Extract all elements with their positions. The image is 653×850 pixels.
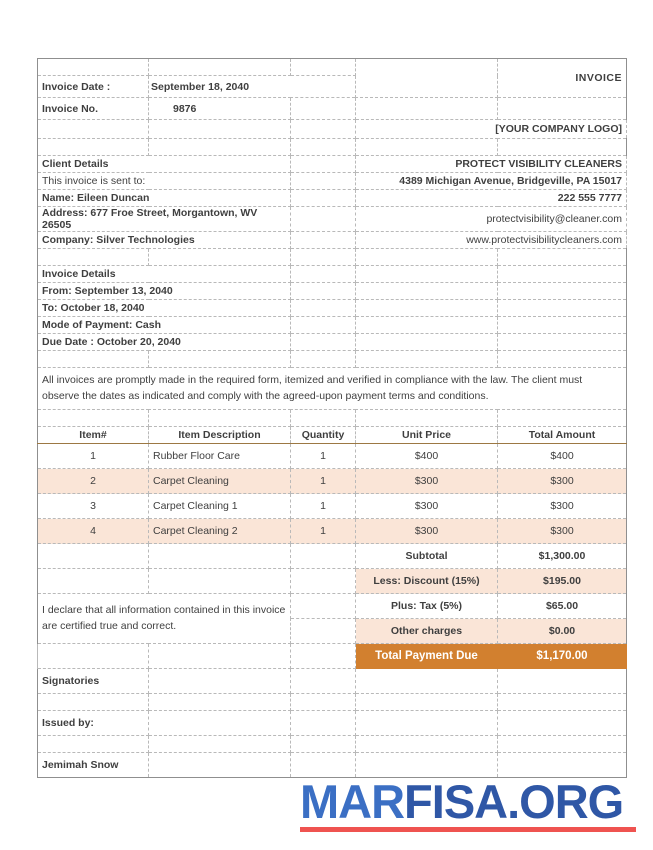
items-header-row <box>38 427 627 444</box>
empty-cell <box>498 669 627 694</box>
signatories-spacer-row <box>38 694 627 711</box>
cell-total: $400 <box>498 444 627 469</box>
empty-cell <box>498 410 627 427</box>
empty-cell <box>38 139 149 156</box>
client-details-label: Client Details <box>38 156 291 173</box>
empty-cell <box>149 569 291 594</box>
column-header-quantity: Quantity <box>291 427 356 444</box>
company-logo-placeholder: [YOUR COMPANY LOGO] <box>356 120 627 139</box>
empty-cell <box>498 98 627 120</box>
column-header-description: Item Description <box>149 427 291 444</box>
invoice-details-header-row <box>38 266 627 283</box>
empty-cell <box>291 139 356 156</box>
declaration-text: I declare that all information contained in this invoice are certified true and correct. <box>38 594 291 644</box>
cell-quantity: 1 <box>291 519 356 544</box>
tax-row <box>38 594 627 619</box>
empty-cell <box>356 410 498 427</box>
subtotal-label: Subtotal <box>356 544 498 569</box>
due-date: Due Date : October 20, 2040 <box>38 334 291 351</box>
vendor-email[interactable]: protectvisibility@cleaner.com <box>356 207 627 232</box>
cell-quantity: 1 <box>291 494 356 519</box>
empty-cell <box>149 644 291 669</box>
empty-cell <box>498 249 627 266</box>
other-charges-label: Other charges <box>356 619 498 644</box>
empty-cell <box>291 736 356 753</box>
empty-cell <box>291 644 356 669</box>
empty-cell <box>498 753 627 778</box>
empty-cell <box>498 300 627 317</box>
empty-cell <box>291 120 356 139</box>
invoice-number-row <box>38 98 627 120</box>
gap-row <box>38 351 627 368</box>
empty-cell <box>291 694 356 711</box>
invoice-sheet <box>37 58 627 778</box>
cell-quantity: 1 <box>291 444 356 469</box>
invoice-to-row <box>38 300 627 317</box>
empty-cell <box>356 300 498 317</box>
empty-cell <box>38 59 149 76</box>
empty-cell <box>498 694 627 711</box>
empty-cell <box>291 711 356 736</box>
empty-cell <box>38 694 149 711</box>
client-sent-to: This invoice is sent to: <box>38 173 291 190</box>
empty-cell <box>149 249 291 266</box>
empty-cell <box>356 98 498 120</box>
table-row <box>38 469 627 494</box>
empty-cell <box>356 694 498 711</box>
cell-description: Carpet Cleaning 1 <box>149 494 291 519</box>
client-address-row <box>38 207 627 232</box>
client-address: Address: 677 Froe Street, Morgantown, WV 26505 <box>38 207 291 232</box>
issuer-name-row <box>38 753 627 778</box>
invoice-from-row <box>38 283 627 300</box>
invoice-from: From: September 13, 2040 <box>38 283 291 300</box>
empty-cell <box>291 317 356 334</box>
table-row <box>38 494 627 519</box>
cell-description: Rubber Floor Care <box>149 444 291 469</box>
empty-cell <box>356 283 498 300</box>
empty-cell <box>291 410 356 427</box>
empty-cell <box>498 711 627 736</box>
empty-cell <box>291 266 356 283</box>
empty-cell <box>291 207 356 232</box>
discount-value: $195.00 <box>498 569 627 594</box>
due-date-row <box>38 334 627 351</box>
empty-cell <box>38 410 149 427</box>
issued-by-row <box>38 711 627 736</box>
signatories-row <box>38 669 627 694</box>
client-company: Company: Silver Technologies <box>38 232 291 249</box>
invoice-date-value: September 18, 2040 <box>149 76 356 98</box>
empty-cell <box>38 736 149 753</box>
empty-cell <box>38 249 149 266</box>
empty-cell <box>291 753 356 778</box>
empty-cell <box>291 98 356 120</box>
terms-text: All invoices are promptly made in the required form, itemized and verified in compliance with the law. The client must observe the dates as indicated and comply with the agreed-upon payment terms and conditions. <box>38 368 627 410</box>
total-payment-due-row <box>38 644 627 669</box>
cell-description: Carpet Cleaning 2 <box>149 519 291 544</box>
empty-cell <box>291 334 356 351</box>
column-header-item: Item# <box>38 427 149 444</box>
table-row <box>38 444 627 469</box>
invoice-number-label: Invoice No. <box>38 98 149 120</box>
subtotal-value: $1,300.00 <box>498 544 627 569</box>
cell-unit-price: $300 <box>356 494 498 519</box>
invoice-date-label: Invoice Date : <box>38 76 149 98</box>
empty-cell <box>356 139 498 156</box>
cell-total: $300 <box>498 519 627 544</box>
subtotal-row <box>38 544 627 569</box>
cell-unit-price: $300 <box>356 519 498 544</box>
page-title: INVOICE <box>498 59 627 98</box>
empty-cell <box>149 753 291 778</box>
empty-cell <box>291 232 356 249</box>
empty-cell <box>38 644 149 669</box>
empty-cell <box>149 669 291 694</box>
empty-cell <box>291 569 356 594</box>
watermark-logo <box>300 775 640 832</box>
watermark-text-part2: FISA.ORG <box>404 775 624 828</box>
cell-quantity: 1 <box>291 469 356 494</box>
gap-row <box>38 410 627 427</box>
empty-cell <box>498 351 627 368</box>
watermark-text <box>300 775 640 828</box>
column-header-total: Total Amount <box>498 427 627 444</box>
other-charges-value: $0.00 <box>498 619 627 644</box>
empty-cell <box>291 594 356 619</box>
vendor-website[interactable]: www.protectvisibilitycleaners.com <box>356 232 627 249</box>
payment-mode: Mode of Payment: Cash <box>38 317 291 334</box>
cell-unit-price: $400 <box>356 444 498 469</box>
discount-row <box>38 569 627 594</box>
empty-cell <box>291 619 356 644</box>
client-sentto-row <box>38 173 627 190</box>
column-header-unit-price: Unit Price <box>356 427 498 444</box>
empty-cell <box>291 156 356 173</box>
cell-item: 4 <box>38 519 149 544</box>
company-logo-row <box>38 120 627 139</box>
client-name: Name: Eileen Duncan <box>38 190 291 207</box>
watermark-text-part1: MAR <box>300 775 405 828</box>
empty-cell <box>356 711 498 736</box>
vendor-address: 4389 Michigan Avenue, Bridgeville, PA 15017 <box>356 173 627 190</box>
empty-cell <box>149 120 291 139</box>
empty-cell <box>291 59 356 76</box>
cell-description: Carpet Cleaning <box>149 469 291 494</box>
empty-cell <box>149 544 291 569</box>
empty-cell <box>149 694 291 711</box>
empty-cell <box>291 351 356 368</box>
gap-row <box>38 249 627 266</box>
empty-cell <box>291 173 356 190</box>
empty-cell <box>38 351 149 368</box>
empty-cell <box>38 544 149 569</box>
empty-cell <box>498 334 627 351</box>
total-payment-due-value: $1,170.00 <box>498 644 627 669</box>
empty-cell <box>356 351 498 368</box>
signatories-label: Signatories <box>38 669 149 694</box>
empty-cell <box>356 317 498 334</box>
cell-item: 3 <box>38 494 149 519</box>
empty-cell <box>498 283 627 300</box>
empty-cell <box>149 711 291 736</box>
empty-cell <box>149 736 291 753</box>
discount-label: Less: Discount (15%) <box>356 569 498 594</box>
cell-unit-price: $300 <box>356 469 498 494</box>
empty-cell <box>38 569 149 594</box>
empty-cell <box>498 266 627 283</box>
empty-cell <box>356 249 498 266</box>
client-name-row <box>38 190 627 207</box>
empty-cell <box>291 300 356 317</box>
gap-row <box>38 139 627 156</box>
empty-cell <box>149 351 291 368</box>
empty-cell <box>149 139 291 156</box>
empty-cell <box>498 139 627 156</box>
issuer-name: Jemimah Snow <box>38 753 149 778</box>
empty-cell <box>498 736 627 753</box>
vendor-name: PROTECT VISIBILITY CLEANERS <box>356 156 627 173</box>
empty-cell <box>356 669 498 694</box>
empty-cell <box>291 249 356 266</box>
empty-cell <box>149 59 291 76</box>
issued-by-spacer-row <box>38 736 627 753</box>
empty-cell <box>38 120 149 139</box>
empty-cell <box>356 266 498 283</box>
total-payment-due-label: Total Payment Due <box>356 644 498 669</box>
empty-cell <box>498 317 627 334</box>
cell-item: 2 <box>38 469 149 494</box>
terms-row <box>38 368 627 410</box>
empty-cell <box>356 736 498 753</box>
vendor-phone: 222 555 7777 <box>356 190 627 207</box>
payment-mode-row <box>38 317 627 334</box>
invoice-details-label: Invoice Details <box>38 266 291 283</box>
invoice-to: To: October 18, 2040 <box>38 300 291 317</box>
empty-cell <box>291 544 356 569</box>
cell-total: $300 <box>498 469 627 494</box>
empty-cell <box>149 410 291 427</box>
client-details-header-row <box>38 156 627 173</box>
empty-cell <box>356 753 498 778</box>
tax-value: $65.00 <box>498 594 627 619</box>
empty-cell <box>291 283 356 300</box>
tax-label: Plus: Tax (5%) <box>356 594 498 619</box>
invoice-title-cell <box>356 59 498 98</box>
client-company-row <box>38 232 627 249</box>
invoice-number-value: 9876 <box>149 98 291 120</box>
issued-by-label: Issued by: <box>38 711 149 736</box>
spacer-row <box>38 59 627 76</box>
empty-cell <box>291 669 356 694</box>
cell-total: $300 <box>498 494 627 519</box>
empty-cell <box>291 190 356 207</box>
empty-cell <box>356 334 498 351</box>
cell-item: 1 <box>38 444 149 469</box>
table-row <box>38 519 627 544</box>
